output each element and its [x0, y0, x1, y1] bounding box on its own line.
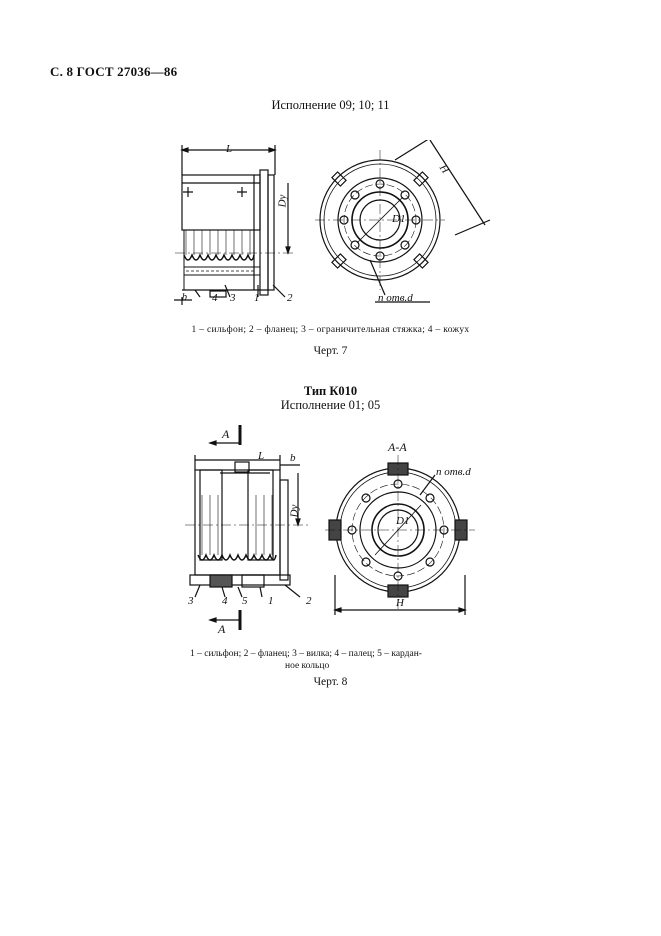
dim-L-2: L [258, 450, 265, 462]
dim-L-1: L [226, 143, 233, 155]
section-marker-A-top: A [222, 427, 230, 441]
holes-label-2: n отв.d [436, 466, 471, 478]
drawing-8-section-AA [325, 455, 495, 620]
callout-4-1: 4 [212, 292, 218, 304]
figure-caption-8-line2: ное кольцо [285, 661, 330, 671]
figure-number-7: Черт. 7 [313, 345, 348, 357]
figure-number-8: Черт. 8 [313, 676, 348, 688]
dim-b-2: b [290, 452, 296, 464]
section-label-AA: A-A [388, 440, 407, 454]
page-header: С. 8 ГОСТ 27036—86 [50, 64, 178, 79]
callout-2-2: 2 [306, 595, 312, 607]
callout-3-1: 3 [230, 292, 236, 304]
variant-title-1: Исполнение 09; 10; 11 [271, 98, 390, 112]
callout-3-2: 3 [188, 595, 194, 607]
drawing-7-side-view [170, 135, 310, 305]
callout-5-2: 5 [242, 595, 248, 607]
dim-Dy-2: Dу [288, 504, 301, 518]
dim-H-2: H [396, 597, 404, 609]
type-title-K010: Тип К010 [303, 384, 358, 398]
callout-1-1: 1 [254, 292, 260, 304]
dim-b-1: b [182, 292, 187, 303]
section-marker-A-bottom: A [218, 622, 226, 636]
figure-caption-8-line1: 1 – сильфон; 2 – фланец; 3 – вилка; 4 – палец; 5 – кардан- [190, 649, 422, 659]
drawing-8-side-view [180, 425, 320, 645]
drawing-7-front-view [315, 140, 495, 310]
callout-2-1: 2 [287, 292, 293, 304]
dim-D1-1: D1 [392, 213, 406, 225]
dim-H-1: H [436, 162, 452, 176]
figure-caption-8 [190, 648, 490, 672]
holes-label-1: n отв.d [378, 292, 413, 304]
figure-caption-7: 1 – сильфон; 2 – фланец; 3 – ограничительная стяжка; 4 – кожух [191, 325, 470, 335]
dim-D1-2: D1 [396, 515, 410, 527]
variant-title-2: Исполнение 01; 05 [280, 398, 381, 412]
callout-4-2: 4 [222, 595, 228, 607]
callout-1-2: 1 [268, 595, 274, 607]
dim-Dy-1: Dу [276, 194, 289, 208]
